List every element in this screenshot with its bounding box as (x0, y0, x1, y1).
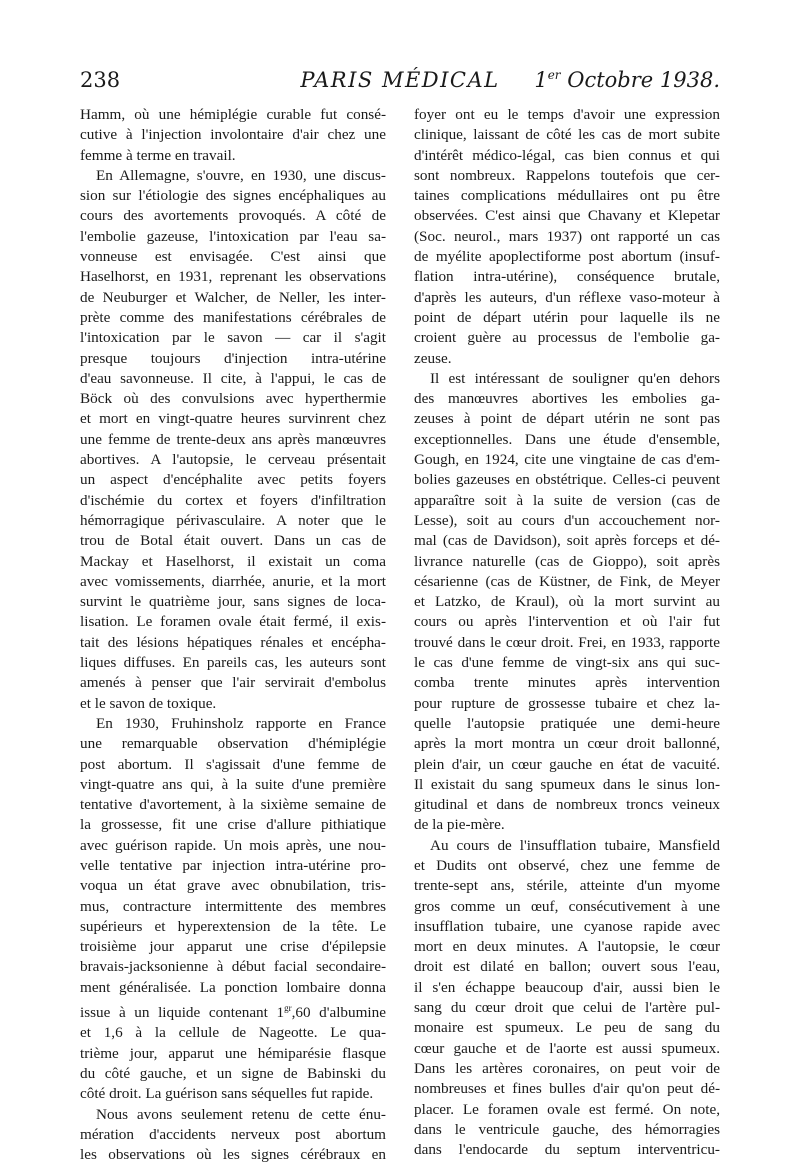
text-line: et Latzko, de Kraul), où la mort survint au (414, 593, 720, 611)
text-line: quelle l'autopsie pratiquée une demi-heure (414, 714, 720, 732)
text-line: cours des avortements provoqués. A côté de (80, 207, 386, 225)
text-line: gitudinal et dans de nombreux troncs veineux (414, 796, 720, 814)
text-line: abortives. A l'autopsie, le cerveau présentait (80, 451, 386, 469)
text-line: de Neuburger et Walcher, de Neller, les inter- (80, 288, 386, 306)
text-line: Dans les artères coronaires, on peut voir de (414, 1059, 720, 1077)
text-line: En Allemagne, s'ouvre, en 1930, une discus- (96, 166, 386, 184)
text-line: trouvé dans le cœur droit. Frei, en 1933, rapporte (414, 633, 720, 651)
text-line: issue à un liquide contenant $1^{gr},60$ d'albumine (80, 1003, 386, 1022)
text-line: du côté gauche, et un signe de Babinski du (80, 1065, 386, 1083)
text-line: de myélite apoplectiforme post abortum (insuf- (414, 248, 720, 266)
text-line: Haselhorst, en 1931, reprenant les observations (80, 268, 386, 286)
paragraph (414, 369, 720, 836)
text-line: d'après les auteurs, d'un réflexe vaso-moteur à (414, 288, 720, 306)
paragraph (80, 1105, 386, 1166)
text-line: vonneuse est envisagée. C'est ainsi que (80, 248, 386, 266)
text-line: croient guère au processus de l'embolie ga- (414, 329, 720, 347)
text-line: mération d'accidents nerveux post abortum (80, 1125, 386, 1143)
text-line: clinique, laissant de côté les cas de mort subite (414, 126, 720, 144)
text-line: l'embolie gazeuse, l'intoxication par l'eau sa- (80, 227, 386, 245)
text-line: insufflation tubaire, une cyanose rapide avec (414, 917, 720, 935)
text-line: et le savon de toxique. (80, 694, 217, 712)
text-line: En 1930, Fruhinsholz rapporte en France (96, 714, 386, 732)
text-line: Au cours de l'insufflation tubaire, Mansfield (430, 836, 720, 854)
right-column (414, 105, 720, 1160)
text-line: le cas d'une femme de vingt-six ans qui suc- (414, 654, 720, 672)
page-number: 238 (80, 68, 121, 92)
text-line: exceptionnelles. Dans une étude d'ensemble, (414, 430, 720, 448)
text-line: Gough, en 1924, cite une vingtaine de cas d'em- (414, 451, 720, 469)
text-line: droit est dilaté en ballon; ouvert sous l'eau, (414, 958, 720, 976)
text-line: côté droit. La guérison sans séquelles fut rapide. (80, 1085, 374, 1103)
text-line: des manœuvres abortives les embolies ga- (414, 390, 720, 408)
text-line: sang du cœur droit que celui de l'artère pul- (414, 999, 720, 1017)
text-line: velle tentative par injection intra-utérine pro- (80, 856, 386, 874)
text-line: dans l'endocarde du septum interventricu- (414, 1141, 720, 1159)
text-line: taines complications médullaires ont pu être (414, 187, 720, 205)
text-line: gros comme un œuf, consécutivement à une (414, 897, 720, 915)
text-line: et Dudits ont observé, chez une femme de (414, 856, 720, 874)
text-line: Il existait du sang spumeux dans le sinus lon- (414, 775, 720, 793)
text-line: et 1,6 à la cellule de Nageotte. Le qua- (80, 1024, 386, 1042)
text-line: plein d'air, un cœur gauche en état de vacuité. (414, 755, 720, 773)
left-column (80, 105, 386, 1166)
text-line: cours ou après l'intervention et où l'air fut (414, 613, 720, 631)
text-line: de la pie-mère. (414, 816, 505, 834)
page-header (80, 68, 720, 96)
text-line: trou de Botal était ouvert. Dans un cas de (80, 532, 386, 550)
text-line: une femme de trente-deux ans après manœuvres (80, 430, 386, 448)
text-line: hémorragique périvasculaire. A noter que le (80, 511, 386, 529)
text-line: cœur gauche et de l'aorte est aussi spumeux. (414, 1039, 720, 1057)
text-line: lisation. Le foramen ovale était fermé, il exis- (80, 613, 386, 631)
text-line: Nous avons seulement retenu de cette énu- (96, 1105, 386, 1123)
text-line: comba trente minutes après intervention (414, 674, 720, 692)
text-line: tentative d'avortement, à la sixième semaine de (80, 796, 386, 814)
paragraph (80, 166, 386, 714)
paragraph (414, 836, 720, 1161)
text-line: dans le ventricule gauche, des hémorragies (414, 1120, 720, 1138)
paragraph (80, 714, 386, 1105)
text-line: d'ischémie du cortex et foyers d'infiltration (80, 491, 386, 509)
text-line: presque toujours d'injection intra-utérine (80, 349, 386, 367)
text-line: post abortum. Il s'agissait d'une femme de (80, 755, 386, 773)
text-line: Lesse), soit au cours d'un accouchement nor- (414, 511, 720, 529)
text-line: livrance naturelle (cas de Gioppo), soit après (414, 552, 720, 570)
text-line: supérieurs et hyperextension de la tête. Le (80, 917, 386, 935)
text-line: d'eau savonneuse. Il cite, à l'appui, le cas de (80, 369, 386, 387)
text-line: survint le quatrième jour, sans signes de loca- (80, 593, 386, 611)
text-line: Il est intéressant de souligner qu'en dehors (430, 369, 720, 387)
text-line: monaire est spumeux. Le peu de sang du (414, 1019, 720, 1037)
text-line: cutive à l'injection involontaire d'air chez une (80, 126, 386, 144)
text-line: trente-sept ans, stérile, atteinte d'un myome (414, 877, 720, 895)
text-line: observées. C'est ainsi que Chavany et Klepetar (414, 207, 720, 225)
text-line: l'intoxication par le savon — car il s'agit (80, 329, 386, 347)
text-line: mus, contracture intermittente des membres (80, 897, 386, 915)
text-line: zeuse. (414, 349, 452, 367)
issue-date: 1er Octobre 1938. (534, 68, 720, 92)
text-line: zeuses à point de départ utérin ne sont pas (414, 410, 720, 428)
paragraph (414, 105, 720, 369)
text-line: une remarquable observation d'hémiplégie (80, 735, 386, 753)
text-line: troisième jour apparut une crise d'épilepsie (80, 938, 386, 956)
text-line: un aspect d'encéphalite avec petits foyers (80, 471, 386, 489)
text-line: mal (cas de Davidson), soit après forceps et dé- (414, 532, 720, 550)
text-line: ment généralisée. La ponction lombaire donna (80, 978, 386, 996)
text-line: foyer ont eu le temps d'avoir une expression (414, 106, 720, 123)
text-line: placer. Le foramen ovale est fermé. On note, (414, 1100, 720, 1118)
text-line: et mort en vingt-quatre heures survinrent chez (80, 410, 386, 428)
text-line: tait des lésions hépatiques rénales et encépha- (80, 633, 386, 651)
text-line: nombreuses et fines bulles d'air qu'on peut dé- (414, 1080, 720, 1098)
text-line: amenés à penser que l'air servirait d'embolus (80, 674, 386, 692)
text-line: césarienne (cas de Küstner, de Fink, de Meyer (414, 572, 720, 590)
text-line: Böck où des convulsions avec hyperthermie (80, 390, 386, 408)
text-line: vingt-quatre ans qui, à la suite d'une première (80, 775, 386, 793)
text-line: les observations où les signes cérébraux en (80, 1146, 386, 1164)
text-line: sion sur l'étiologie des signes encéphaliques au (80, 187, 386, 205)
text-line: après la mort montra un cœur droit ballonné, (414, 735, 720, 753)
text-line: Mackay et Haselhorst, il existait un coma (80, 552, 386, 570)
text-line: avec vomissements, diarrhée, anurie, et la mort (80, 572, 386, 590)
text-line: apparaître soit à la suite de version (cas de (414, 491, 720, 509)
paragraph (80, 105, 386, 166)
journal-title: PARIS MÉDICAL (300, 68, 500, 92)
text-line: sont nombreux. Rappelons toutefois que cer- (414, 166, 720, 184)
text-line: trième jour, apparut une hémiparésie flasque (80, 1044, 386, 1062)
text-line: mort en deux minutes. A l'autopsie, le cœur (414, 938, 720, 956)
text-line: la grossesse, fit une crise d'allure pithiatique (80, 816, 386, 834)
text-line: femme à terme en travail. (80, 146, 236, 164)
text-line: pour rupture de grossesse tubaire et chez la- (414, 694, 720, 712)
text-line: bravais-jacksonienne à début facial secondaire- (80, 958, 386, 976)
text-line: voqua un état grave avec obnubilation, tris- (80, 877, 386, 895)
text-line: prète comme des manifestations cérébrales de (80, 308, 386, 326)
text-line: il s'en échappe beaucoup d'air, aussi bien le (414, 978, 720, 996)
text-line: d'intérêt médico-légal, cas bien connus et qui (414, 146, 720, 164)
text-line: avec guérison rapide. Un mois après, une nou- (80, 836, 386, 854)
text-line: point de départ utérin pour laquelle ils ne (414, 308, 720, 326)
text-line: (Soc. neurol., mars 1937) ont rapporté un cas (414, 227, 720, 245)
text-line: liques diffuses. En pareils cas, les auteurs sont (80, 654, 386, 672)
text-line: bolies gazeuses en obstétrique. Celles-ci peuvent (414, 471, 720, 489)
text-line: flation intra-utérine), conséquence brutale, (414, 268, 720, 286)
text-line: Hamm, où une hémiplégie curable fut consé- (80, 106, 386, 123)
